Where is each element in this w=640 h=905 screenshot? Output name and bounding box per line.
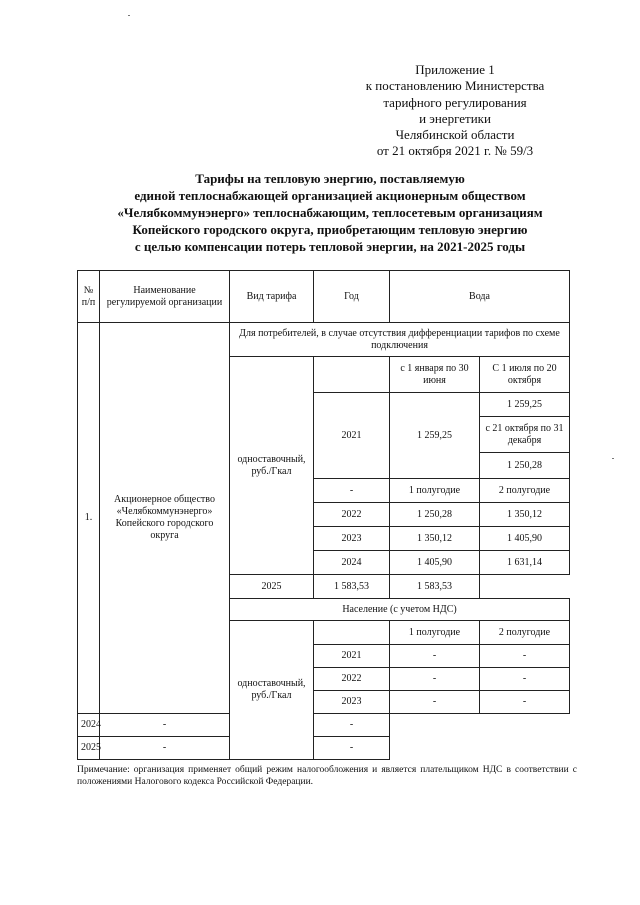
header-num: № п/п — [78, 271, 100, 323]
tariff-value: 1 583,53 — [390, 575, 480, 599]
tariff-value: 1 350,12 — [480, 503, 570, 527]
tariff-value: 1 350,12 — [390, 527, 480, 551]
tariff-type-cell: одноставочный, руб./Гкал — [230, 357, 314, 575]
year-cell: 2023 — [314, 691, 390, 714]
header-year: Год — [314, 271, 390, 323]
appendix-line: к постановлению Министерства — [365, 78, 545, 94]
period-jan-jun: с 1 января по 30 июня — [390, 357, 480, 393]
header-org: Наименование регулируемой организации — [100, 271, 230, 323]
year-cell: 2021 — [314, 645, 390, 668]
tariff-value: - — [390, 645, 480, 668]
header-water: Вода — [390, 271, 570, 323]
tariff-value: 1 259,25 — [480, 393, 570, 417]
year-cell: 2025 — [230, 575, 314, 599]
tariff-value: 1 405,90 — [390, 551, 480, 575]
row-number: 1. — [78, 323, 100, 714]
appendix-line: и энергетики — [419, 110, 491, 126]
tariff-value: 1 250,28 — [390, 503, 480, 527]
tariff-value: - — [314, 714, 390, 737]
tariff-value: - — [100, 714, 230, 737]
half-year-2-label: 2 полугодие — [480, 621, 570, 645]
tariff-table — [77, 270, 570, 760]
tariff-value: - — [390, 668, 480, 691]
half-year-2-label: 2 полугодие — [480, 479, 570, 503]
section-population-title: Население (с учетом НДС) — [230, 599, 570, 621]
footnote: Примечание: организация применяет общий режим налогообложения и является плательщиком НДС в соответствии с положениями Налогового кодекса Российской Федерации. — [77, 765, 577, 787]
table-row — [78, 714, 570, 737]
tariff-type-cell: одноставочный, руб./Гкал — [230, 621, 314, 760]
tariff-value: - — [100, 737, 230, 760]
year-cell: 2022 — [314, 503, 390, 527]
scan-speck — [612, 458, 614, 459]
tariff-value: 1 259,25 — [390, 393, 480, 479]
table-row — [78, 323, 570, 357]
scan-speck — [128, 15, 130, 16]
year-cell: 2024 — [314, 551, 390, 575]
title-line: Тарифы на тепловую энергию, поставляемую — [195, 171, 465, 186]
year-cell: 2025 — [78, 737, 100, 760]
header-tariff-type: Вид тарифа — [230, 271, 314, 323]
empty-cell — [314, 621, 390, 645]
tariff-value: 1 583,53 — [314, 575, 390, 599]
document-title — [60, 170, 600, 255]
tariff-value: 1 250,28 — [480, 453, 570, 479]
tariff-value: - — [480, 668, 570, 691]
empty-cell — [314, 357, 390, 393]
appendix-line: тарифного регулирования — [383, 94, 527, 110]
half-year-1-label: 1 полугодие — [390, 479, 480, 503]
table-row — [78, 737, 570, 760]
year-cell: 2022 — [314, 668, 390, 691]
organization-name: Акционерное общество «Челябкоммунэнерго» Копейского городского округа — [100, 323, 230, 714]
section-consumers-title: Для потребителей, в случае отсутствия дифференциации тарифов по схеме подключения — [230, 323, 570, 357]
tariff-value: - — [480, 691, 570, 714]
appendix-line: от 21 октября 2021 г. № 59/3 — [376, 143, 534, 159]
appendix-block — [340, 62, 570, 160]
title-line: «Челябкоммунэнерго» теплоснабжающим, теплосетевым организациям — [117, 205, 543, 220]
tariff-value: 1 631,14 — [480, 551, 570, 575]
year-cell: 2024 — [78, 714, 100, 737]
period-jul-oct: С 1 июля по 20 октября — [480, 357, 570, 393]
tariff-value: - — [480, 645, 570, 668]
appendix-line: Приложение 1 — [415, 62, 495, 77]
title-line: единой теплоснабжающей организацией акционерным обществом — [134, 188, 526, 203]
title-line: с целью компенсации потерь тепловой энергии, на 2021-2025 годы — [134, 239, 526, 254]
year-cell: 2023 — [314, 527, 390, 551]
tariff-value: - — [390, 691, 480, 714]
appendix-line: Челябинской области — [395, 127, 515, 143]
year-cell: 2021 — [314, 393, 390, 479]
half-year-1-label: 1 полугодие — [390, 621, 480, 645]
tariff-value: - — [314, 737, 390, 760]
tariff-value: 1 405,90 — [480, 527, 570, 551]
dash-mark: - — [314, 479, 390, 503]
title-line: Копейского городского округа, приобретающим тепловую энергию — [132, 222, 528, 237]
table-header-row — [78, 271, 570, 323]
period-oct-dec: с 21 октября по 31 декабря — [480, 417, 570, 453]
